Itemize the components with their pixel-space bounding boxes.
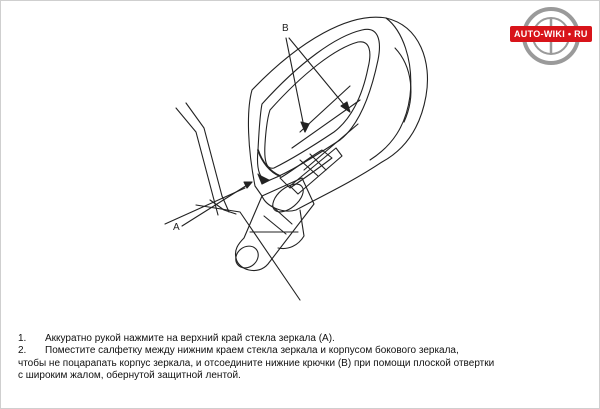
step-2-continuation: с широким жалом, обернутой защитной лентой. (18, 370, 241, 382)
callout-a-label: A (173, 222, 180, 233)
logo-text: AUTO-WIKI • RU (510, 26, 592, 42)
step-text: Поместите салфетку между нижним краем стекла зеркала и корпусом бокового зеркала, (45, 345, 459, 357)
instruction-steps (18, 333, 588, 383)
mirror-glass-inner (265, 42, 370, 168)
callout-b-leader-1 (286, 38, 305, 132)
step-text: Аккуратно рукой нажмите на верхний край стекла зеркала (A). (45, 333, 335, 344)
step-2-continuation: чтобы не поцарапать корпус зеркала, и отсоедините нижние крючки (B) при помощи плоской отвертки (18, 357, 495, 369)
step-number: 2. (18, 345, 27, 357)
mirror-housing (248, 17, 427, 211)
door-edge (196, 205, 300, 300)
callout-b-label: B (282, 23, 289, 34)
step-1 (18, 333, 588, 345)
step-number: 1. (18, 333, 27, 344)
step-2 (18, 345, 588, 357)
door-pillar (176, 108, 218, 215)
callout-a-leader (182, 182, 252, 226)
door-pillar-inner (186, 103, 229, 212)
